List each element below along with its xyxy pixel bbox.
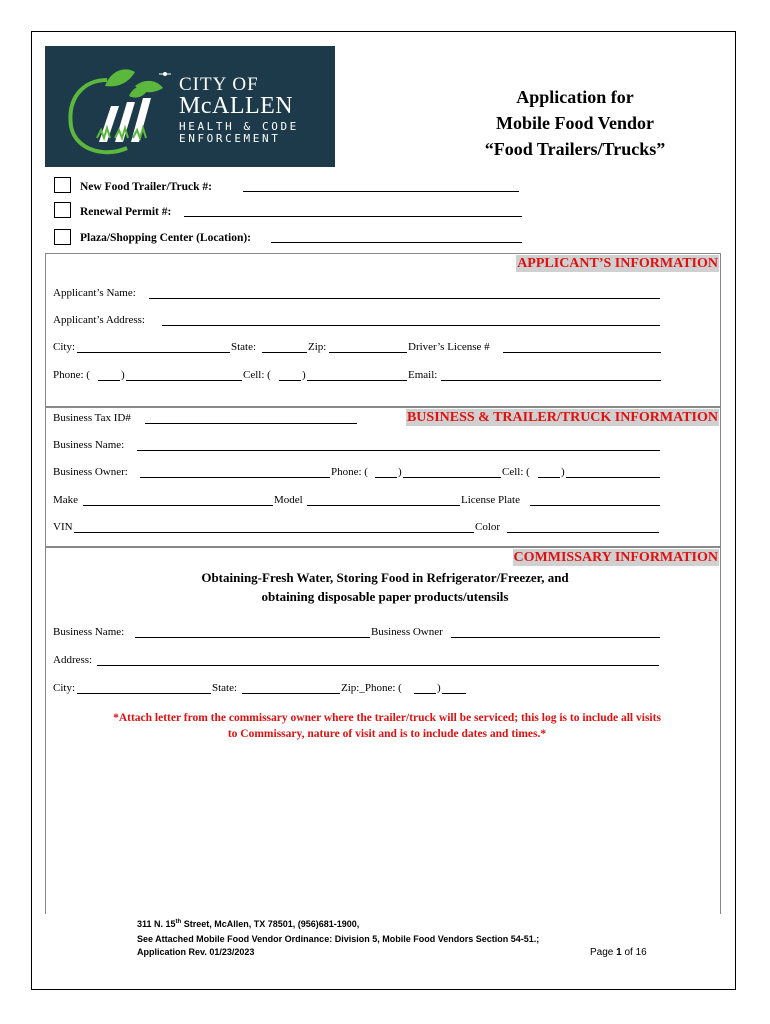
logo-text-city-of: CITY OF <box>179 74 259 95</box>
commissary-city-field[interactable] <box>77 693 211 694</box>
commissary-subtitle-line-1: Obtaining-Fresh Water, Storing Food in Refrigerator/Freezer, and <box>201 570 569 585</box>
commissary-address-label: Address: <box>53 654 93 666</box>
make-label: Make <box>53 494 79 506</box>
commissary-name-field[interactable] <box>135 637 370 638</box>
applicant-phone-field[interactable] <box>126 380 242 381</box>
leaf-emblem-icon <box>45 46 180 167</box>
commissary-attach-note <box>53 710 721 742</box>
model-label: Model <box>274 494 303 506</box>
applicant-cell-close: ) <box>302 369 306 381</box>
renewal-permit-checkbox[interactable] <box>54 202 71 218</box>
footer-address-end: Street, McAllen, TX 78501, (956)681-1900, <box>181 919 360 929</box>
business-cell-field[interactable] <box>566 477 660 478</box>
footer-address <box>137 916 359 931</box>
commissary-name-label: Business Name: <box>53 626 125 638</box>
footer-ordinance: See Attached Mobile Food Vendor Ordinance: Division 5, Mobile Food Vendors Section 54-51.; <box>137 934 540 944</box>
logo-text-health-code: HEALTH & CODE <box>179 120 299 133</box>
new-trailer-number-field[interactable] <box>243 191 519 192</box>
footer-address-start: 311 N. 15 <box>137 919 176 929</box>
business-name-label: Business Name: <box>53 439 125 451</box>
new-trailer-checkbox[interactable] <box>54 177 71 193</box>
attach-note-line-1: *Attach letter from the commissary owner where the trailer/truck will be serviced; this log is to include all visits <box>113 712 661 724</box>
title-line-2: Mobile Food Vendor <box>495 113 655 133</box>
vin-label: VIN <box>53 521 73 533</box>
business-phone-close: ) <box>398 466 402 478</box>
page-number <box>590 947 647 958</box>
renewal-permit-label: Renewal Permit #: <box>80 206 172 218</box>
business-heading: BUSINESS & TRAILER/TRUCK INFORMATION <box>406 410 718 425</box>
applicant-heading: APPLICANT’S INFORMATION <box>517 256 718 271</box>
applicant-email-field[interactable] <box>441 380 661 381</box>
city-logo <box>45 46 335 167</box>
license-plate-label: License Plate <box>461 494 520 506</box>
applicant-cell-area-field[interactable] <box>279 380 301 381</box>
applicant-state-label: State: <box>231 341 257 353</box>
commissary-zip-phone-label: Zip:_Phone: ( <box>341 682 402 694</box>
page-label: Page <box>590 947 617 958</box>
attach-note-line-2: to Commissary, nature of visit and is to include dates and times.* <box>227 728 547 740</box>
applicant-email-label: Email: <box>408 369 438 381</box>
applicant-state-field[interactable] <box>262 352 307 353</box>
applicant-phone-label: Phone: ( <box>53 369 90 381</box>
page-current: 1 <box>616 947 622 958</box>
commissary-phone-field[interactable] <box>442 693 466 694</box>
renewal-permit-number-field[interactable] <box>184 216 522 217</box>
commissary-owner-label: Business Owner <box>371 626 443 638</box>
footer-address-sup: th <box>175 919 182 925</box>
applicant-zip-label: Zip: <box>308 341 327 353</box>
applicant-address-field[interactable] <box>162 325 660 326</box>
applicant-city-field[interactable] <box>77 352 230 353</box>
business-owner-field[interactable] <box>140 477 330 478</box>
applicant-city-label: City: <box>53 341 76 353</box>
color-field[interactable] <box>507 532 659 533</box>
applicant-cell-label: Cell: ( <box>243 369 271 381</box>
commissary-phone-close: ) <box>437 682 441 694</box>
business-name-field[interactable] <box>137 450 660 451</box>
commissary-state-label: State: <box>212 682 238 694</box>
business-cell-close: ) <box>561 466 565 478</box>
plaza-location-field[interactable] <box>271 242 522 243</box>
logo-text-enforcement: ENFORCEMENT <box>179 132 281 145</box>
applicant-section <box>45 253 721 407</box>
business-owner-label: Business Owner: <box>53 466 128 478</box>
model-field[interactable] <box>307 505 460 506</box>
business-phone-field[interactable] <box>403 477 501 478</box>
applicant-phone-close: ) <box>121 369 125 381</box>
commissary-owner-field[interactable] <box>451 637 660 638</box>
color-label: Color <box>475 521 501 533</box>
title-line-1: Application for <box>516 87 634 107</box>
commissary-city-label: City: <box>53 682 76 694</box>
license-plate-field[interactable] <box>530 505 660 506</box>
commissary-state-field[interactable] <box>242 693 340 694</box>
logo-text-mcallen: McALLEN <box>179 93 294 119</box>
vin-field[interactable] <box>74 532 474 533</box>
footer-revision: Application Rev. 01/23/2023 <box>137 947 255 957</box>
applicant-dl-field[interactable] <box>503 352 661 353</box>
commissary-address-field[interactable] <box>97 665 659 666</box>
business-tax-id-field[interactable] <box>145 423 357 424</box>
applicant-cell-field[interactable] <box>307 380 407 381</box>
plaza-location-label: Plaza/Shopping Center (Location): <box>80 232 252 244</box>
commissary-subtitle <box>130 568 640 606</box>
commissary-subtitle-line-2: obtaining disposable paper products/utensils <box>261 589 509 604</box>
applicant-dl-label: Driver’s License # <box>408 341 490 353</box>
business-cell-label: Cell: ( <box>502 466 530 478</box>
business-phone-area-field[interactable] <box>375 477 397 478</box>
applicant-address-label: Applicant’s Address: <box>53 314 145 326</box>
applicant-zip-field[interactable] <box>329 352 407 353</box>
applicant-name-label: Applicant’s Name: <box>53 287 136 299</box>
business-tax-id-label: Business Tax ID# <box>53 412 131 424</box>
business-phone-label: Phone: ( <box>331 466 368 478</box>
applicant-phone-area-field[interactable] <box>98 380 120 381</box>
make-field[interactable] <box>83 505 273 506</box>
commissary-phone-area-field[interactable] <box>414 693 436 694</box>
title-line-3: “Food Trailers/Trucks” <box>484 139 666 159</box>
page-total: of 16 <box>621 947 647 958</box>
commissary-heading: COMMISSARY INFORMATION <box>513 550 718 565</box>
new-trailer-label: New Food Trailer/Truck #: <box>80 181 212 193</box>
page-title <box>470 84 680 162</box>
business-cell-area-field[interactable] <box>538 477 560 478</box>
plaza-location-checkbox[interactable] <box>54 229 71 245</box>
applicant-name-field[interactable] <box>149 298 660 299</box>
